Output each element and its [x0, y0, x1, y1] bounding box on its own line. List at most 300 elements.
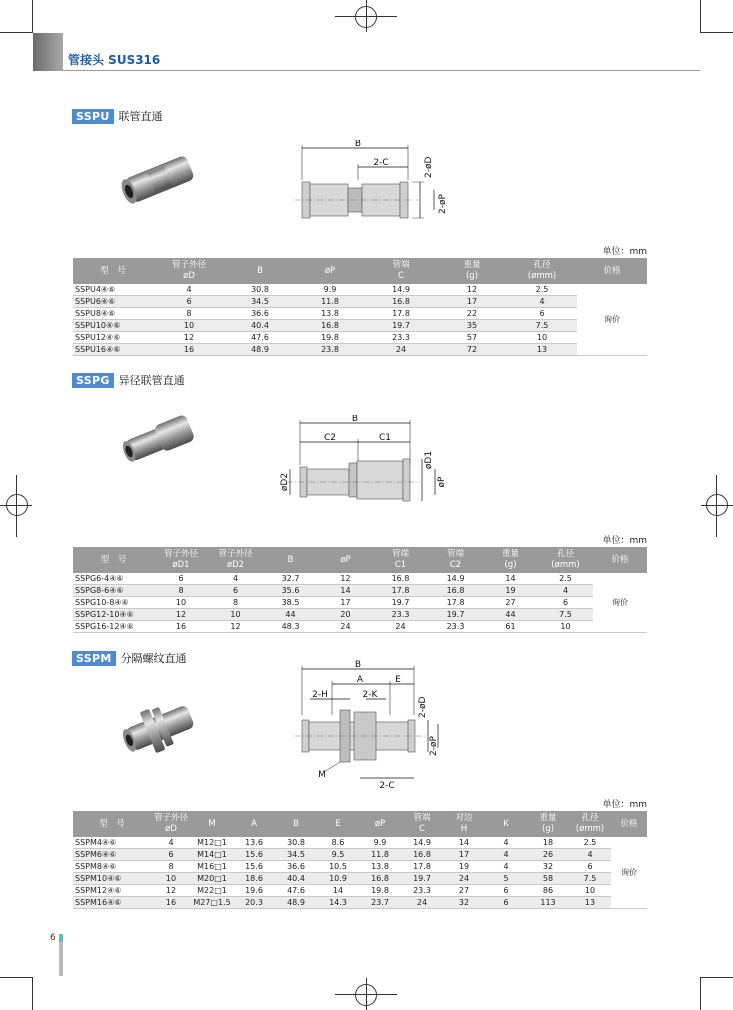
- model-cell: SSPU10④⑥: [73, 320, 153, 332]
- table-row: [73, 873, 647, 885]
- model-cell: SSPM6④⑥: [73, 849, 151, 861]
- table-row: [73, 573, 647, 585]
- value-cell: 6: [154, 573, 208, 585]
- model-cell: SSPM12④⑥: [73, 885, 151, 897]
- model-cell: SSPU16④⑥: [73, 344, 153, 356]
- column-header-label: 价格: [611, 554, 629, 565]
- column-header-sublabel: C2: [449, 560, 462, 570]
- value-cell: 11.8: [295, 296, 365, 308]
- value-cell: 4: [507, 296, 577, 308]
- value-cell: 30.8: [275, 837, 317, 849]
- price-cell: 询价: [611, 837, 647, 909]
- value-cell: M14□1: [191, 849, 233, 861]
- value-cell: 2.5: [538, 573, 593, 585]
- header-tab: [33, 33, 63, 71]
- value-cell: 13.8: [295, 308, 365, 320]
- dim-label: A: [356, 675, 364, 685]
- column-header: [153, 258, 225, 284]
- column-header: [428, 547, 483, 573]
- value-cell: 113: [527, 897, 569, 909]
- value-cell: 27: [443, 885, 485, 897]
- column-header-label: 管子外径: [163, 549, 198, 559]
- column-header-label: 管端: [446, 549, 464, 559]
- value-cell: 13.6: [233, 837, 275, 849]
- column-header: [73, 258, 153, 284]
- value-cell: 19.7: [365, 320, 437, 332]
- value-cell: 40.4: [275, 873, 317, 885]
- value-cell: 7.5: [538, 609, 593, 621]
- column-header-label: 价格: [620, 818, 638, 829]
- dim-label: 2-C: [379, 781, 395, 790]
- value-cell: 23.3: [365, 332, 437, 344]
- dim-label: B: [354, 140, 362, 149]
- value-cell: 16: [154, 621, 208, 633]
- value-cell: 36.6: [275, 861, 317, 873]
- dim-label: 2-øD: [418, 696, 428, 718]
- column-header: [233, 811, 275, 837]
- value-cell: 14.3: [317, 897, 359, 909]
- column-header: [151, 811, 191, 837]
- column-header-sublabel: (ømm): [527, 271, 557, 281]
- value-cell: 17.8: [365, 308, 437, 320]
- value-cell: 17.8: [401, 861, 443, 873]
- value-cell: 24: [401, 897, 443, 909]
- crop-mark: [700, 977, 701, 1010]
- value-cell: 20: [318, 609, 373, 621]
- value-cell: 6: [538, 597, 593, 609]
- sspm-dimension-drawing: [290, 660, 450, 790]
- value-cell: 58: [527, 873, 569, 885]
- value-cell: 6: [569, 861, 611, 873]
- value-cell: 4: [485, 837, 527, 849]
- registration-circle: [6, 494, 28, 516]
- column-header: [154, 547, 208, 573]
- unit-label: 单位：mm: [602, 536, 647, 546]
- column-header-label: 重量: [463, 260, 481, 270]
- column-header: [577, 258, 647, 284]
- dim-label: 2-H: [312, 690, 328, 700]
- dim-label: C2: [323, 433, 337, 443]
- value-cell: 16.8: [428, 585, 483, 597]
- sspu-spec-table: [73, 258, 647, 356]
- value-cell: 16.8: [295, 320, 365, 332]
- value-cell: 7.5: [507, 320, 577, 332]
- column-header-label: M: [208, 818, 216, 829]
- column-header-label: 孔径: [581, 813, 599, 823]
- table-row: [73, 585, 647, 597]
- value-cell: 8: [208, 597, 263, 609]
- section-heading-sspm: [72, 650, 187, 666]
- model-cell: SSPU12④⑥: [73, 332, 153, 344]
- value-cell: 48.9: [225, 344, 295, 356]
- value-cell: 17: [437, 296, 507, 308]
- value-cell: 8.6: [317, 837, 359, 849]
- column-header-label: øP: [374, 818, 386, 829]
- sspm-photo: [115, 692, 205, 764]
- value-cell: 34.5: [225, 296, 295, 308]
- value-cell: 15.6: [233, 849, 275, 861]
- dim-label: øD1: [424, 450, 434, 470]
- value-cell: 4: [569, 849, 611, 861]
- model-cell: SSPU4④⑥: [73, 284, 153, 296]
- value-cell: 61: [483, 621, 538, 633]
- value-cell: 57: [437, 332, 507, 344]
- value-cell: 12: [437, 284, 507, 296]
- value-cell: M12□1: [191, 837, 233, 849]
- column-header-label: øP: [340, 554, 351, 565]
- crop-mark: [701, 32, 733, 33]
- column-header-sublabel: (g): [541, 824, 555, 834]
- dim-label: C1: [378, 433, 392, 443]
- value-cell: 17: [318, 597, 373, 609]
- page-number: 6: [50, 933, 56, 943]
- crop-mark: [700, 0, 701, 33]
- section-code: SSPM: [72, 651, 116, 666]
- column-header-label: B: [293, 818, 299, 829]
- header-rule: [63, 70, 700, 71]
- model-cell: SSPG16-12④⑥: [73, 621, 154, 633]
- column-header: [593, 547, 647, 573]
- value-cell: 19.8: [359, 885, 401, 897]
- column-header: [538, 547, 593, 573]
- value-cell: 40.4: [225, 320, 295, 332]
- value-cell: 10: [154, 597, 208, 609]
- table-row: [73, 837, 647, 849]
- model-cell: SSPG8-6④⑥: [73, 585, 154, 597]
- value-cell: 14.9: [365, 284, 437, 296]
- value-cell: 19.6: [233, 885, 275, 897]
- value-cell: 23.8: [295, 344, 365, 356]
- value-cell: 24: [318, 621, 373, 633]
- model-cell: SSPM16④⑥: [73, 897, 151, 909]
- value-cell: 8: [154, 585, 208, 597]
- crop-mark: [32, 977, 33, 1010]
- value-cell: 12: [208, 621, 263, 633]
- value-cell: 10: [507, 332, 577, 344]
- column-header: [208, 547, 263, 573]
- column-header: [401, 811, 443, 837]
- value-cell: M16□1: [191, 861, 233, 873]
- value-cell: 6: [485, 897, 527, 909]
- column-header: [73, 811, 151, 837]
- column-header-label: 重量: [539, 813, 557, 823]
- value-cell: 35: [437, 320, 507, 332]
- table-row: [73, 849, 647, 861]
- crop-mark: [0, 32, 32, 33]
- dim-label: E: [395, 675, 401, 685]
- value-cell: 4: [485, 849, 527, 861]
- value-cell: 19.7: [373, 597, 428, 609]
- column-header: [443, 811, 485, 837]
- value-cell: 4: [485, 861, 527, 873]
- column-header: [437, 258, 507, 284]
- sspg-dimension-drawing: [275, 415, 455, 515]
- sspg-spec-table: [73, 547, 647, 633]
- value-cell: 14.9: [401, 837, 443, 849]
- dim-label: B: [354, 660, 362, 670]
- section-code: SSPG: [72, 373, 114, 388]
- value-cell: 35.6: [263, 585, 318, 597]
- unit-label: 单位：mm: [602, 247, 647, 257]
- column-header: [318, 547, 373, 573]
- value-cell: 16.8: [365, 296, 437, 308]
- value-cell: 10.9: [317, 873, 359, 885]
- value-cell: 14.9: [428, 573, 483, 585]
- dim-label: 2-øP: [438, 194, 448, 214]
- value-cell: M20□1: [191, 873, 233, 885]
- column-header: [275, 811, 317, 837]
- column-header: [317, 811, 359, 837]
- column-header-sublabel: (ømm): [575, 824, 605, 834]
- column-header-label: 孔径: [533, 260, 551, 270]
- value-cell: 13: [507, 344, 577, 356]
- table-row: [73, 897, 647, 909]
- dim-label: 2-øP: [429, 736, 439, 756]
- registration-circle: [355, 6, 377, 28]
- column-header: [527, 811, 569, 837]
- column-header: [263, 547, 318, 573]
- value-cell: 14: [317, 885, 359, 897]
- value-cell: 32: [527, 861, 569, 873]
- value-cell: 19.7: [428, 609, 483, 621]
- column-header-label: 管端: [391, 549, 409, 559]
- registration-circle: [355, 984, 377, 1006]
- column-header: [569, 811, 611, 837]
- column-header-sublabel: H: [460, 824, 468, 834]
- value-cell: M27□1.5: [191, 897, 233, 909]
- value-cell: 10: [153, 320, 225, 332]
- value-cell: 47.6: [225, 332, 295, 344]
- value-cell: 6: [507, 308, 577, 320]
- column-header-label: 管子外径: [153, 813, 188, 823]
- column-header-sublabel: øD: [165, 824, 177, 834]
- value-cell: 5: [485, 873, 527, 885]
- value-cell: 7.5: [569, 873, 611, 885]
- value-cell: 24: [365, 344, 437, 356]
- section-heading-sspg: [72, 372, 185, 388]
- model-cell: SSPG10-8④⑥: [73, 597, 154, 609]
- column-header-label: 型 号: [100, 265, 126, 276]
- column-header-label: E: [335, 818, 341, 829]
- column-header-sublabel: øD2: [226, 560, 245, 570]
- value-cell: 4: [208, 573, 263, 585]
- value-cell: 19: [483, 585, 538, 597]
- table-row: [73, 861, 647, 873]
- value-cell: 6: [151, 849, 191, 861]
- value-cell: 6: [153, 296, 225, 308]
- column-header-sublabel: C1: [394, 560, 407, 570]
- value-cell: 9.9: [295, 284, 365, 296]
- column-header-sublabel: (ømm): [551, 560, 580, 570]
- column-header-label: øP: [324, 265, 336, 276]
- model-cell: SSPG12-10④⑥: [73, 609, 154, 621]
- value-cell: 23.3: [428, 621, 483, 633]
- unit-label: 单位：mm: [602, 800, 647, 810]
- column-header-sublabel: C: [419, 824, 425, 834]
- sspu-dimension-drawing: [290, 140, 450, 240]
- column-header-label: 管子外径: [218, 549, 253, 559]
- column-header: [485, 811, 527, 837]
- dim-label: 2-øD: [424, 156, 434, 178]
- sspg-photo: [115, 410, 205, 470]
- sspu-photo: [115, 150, 205, 210]
- column-header: [365, 258, 437, 284]
- value-cell: 10: [569, 885, 611, 897]
- value-cell: 14: [443, 837, 485, 849]
- model-cell: SSPU8④⑥: [73, 308, 153, 320]
- value-cell: 86: [527, 885, 569, 897]
- value-cell: 6: [485, 885, 527, 897]
- value-cell: 34.5: [275, 849, 317, 861]
- value-cell: 17: [443, 849, 485, 861]
- value-cell: 8: [153, 308, 225, 320]
- column-header-sublabel: (g): [465, 271, 479, 281]
- value-cell: 2.5: [507, 284, 577, 296]
- value-cell: 13: [569, 897, 611, 909]
- column-header: [507, 258, 577, 284]
- value-cell: 16: [151, 897, 191, 909]
- value-cell: 10: [151, 873, 191, 885]
- value-cell: 9.9: [359, 837, 401, 849]
- value-cell: 10.5: [317, 861, 359, 873]
- value-cell: 32.7: [263, 573, 318, 585]
- value-cell: 16.8: [401, 849, 443, 861]
- column-header: [483, 547, 538, 573]
- column-header-sublabel: øD: [183, 271, 195, 281]
- section-name: 分隔螺纹直通: [120, 652, 187, 665]
- table-row: [73, 320, 647, 332]
- section-heading-sspu: [72, 108, 163, 124]
- value-cell: 19.8: [295, 332, 365, 344]
- value-cell: 38.5: [263, 597, 318, 609]
- price-cell: 询价: [577, 284, 647, 356]
- value-cell: 30.8: [225, 284, 295, 296]
- value-cell: 4: [153, 284, 225, 296]
- value-cell: 12: [151, 885, 191, 897]
- value-cell: 24: [443, 873, 485, 885]
- value-cell: 72: [437, 344, 507, 356]
- column-header-label: B: [287, 554, 294, 565]
- value-cell: 20.3: [233, 897, 275, 909]
- column-header: [225, 258, 295, 284]
- registration-circle: [706, 494, 728, 516]
- value-cell: 15.6: [233, 861, 275, 873]
- value-cell: 6: [208, 585, 263, 597]
- column-header: [295, 258, 365, 284]
- value-cell: 4: [151, 837, 191, 849]
- value-cell: 10: [538, 621, 593, 633]
- column-header-label: 型 号: [99, 818, 125, 829]
- model-cell: SSPU6④⑥: [73, 296, 153, 308]
- dim-label: 2-K: [362, 690, 378, 700]
- value-cell: 23.7: [359, 897, 401, 909]
- value-cell: 9.5: [317, 849, 359, 861]
- crop-mark: [0, 977, 32, 978]
- value-cell: 26: [527, 849, 569, 861]
- crop-mark: [32, 0, 33, 33]
- column-header: [191, 811, 233, 837]
- table-row: [73, 296, 647, 308]
- model-cell: SSPM4④⑥: [73, 837, 151, 849]
- dim-label: øP: [437, 476, 447, 488]
- value-cell: 48.9: [275, 897, 317, 909]
- page-title: 管接头 SUS316: [68, 53, 161, 67]
- dim-label: M: [318, 770, 326, 780]
- value-cell: 16: [153, 344, 225, 356]
- column-header-label: 管端: [392, 260, 410, 270]
- column-header-sublabel: øD1: [172, 560, 190, 570]
- dim-label: 2-C: [373, 158, 389, 168]
- table-row: [73, 885, 647, 897]
- footer-bar: [59, 934, 63, 976]
- value-cell: 16.8: [373, 573, 428, 585]
- value-cell: 24: [373, 621, 428, 633]
- value-cell: 16.8: [359, 873, 401, 885]
- value-cell: 23.3: [373, 609, 428, 621]
- table-row: [73, 609, 647, 621]
- value-cell: 32: [443, 897, 485, 909]
- column-header-label: 孔径: [556, 549, 574, 559]
- column-header-label: 管子外径: [171, 260, 206, 270]
- column-header-label: K: [503, 818, 509, 829]
- value-cell: 14: [318, 585, 373, 597]
- value-cell: 23.3: [401, 885, 443, 897]
- section-code: SSPU: [72, 109, 114, 124]
- column-header-label: 管端: [413, 813, 431, 823]
- value-cell: 47.6: [275, 885, 317, 897]
- value-cell: 12: [153, 332, 225, 344]
- value-cell: 10: [208, 609, 263, 621]
- crop-mark: [701, 977, 733, 978]
- section-name: 异径联管直通: [118, 374, 185, 387]
- dim-label: øD2: [280, 472, 290, 492]
- value-cell: 36.6: [225, 308, 295, 320]
- value-cell: 44: [483, 609, 538, 621]
- column-header-label: 型 号: [100, 554, 127, 565]
- column-header-sublabel: (g): [504, 560, 517, 570]
- column-header: [73, 547, 154, 573]
- value-cell: 12: [154, 609, 208, 621]
- value-cell: 19.7: [401, 873, 443, 885]
- sspm-spec-table: [73, 811, 647, 909]
- value-cell: 8: [151, 861, 191, 873]
- column-header: [359, 811, 401, 837]
- value-cell: 12: [318, 573, 373, 585]
- value-cell: 18.6: [233, 873, 275, 885]
- value-cell: 11.8: [359, 849, 401, 861]
- model-cell: SSPM10④⑥: [73, 873, 151, 885]
- column-header-label: B: [257, 265, 263, 276]
- value-cell: 2.5: [569, 837, 611, 849]
- table-row: [73, 344, 647, 356]
- column-header-label: A: [251, 818, 257, 829]
- price-cell: 询价: [593, 573, 647, 633]
- table-row: [73, 597, 647, 609]
- column-header: [373, 547, 428, 573]
- model-cell: SSPM8④⑥: [73, 861, 151, 873]
- column-header-label: 对边: [455, 813, 473, 823]
- table-row: [73, 284, 647, 296]
- table-row: [73, 308, 647, 320]
- column-header: [611, 811, 647, 837]
- value-cell: 22: [437, 308, 507, 320]
- value-cell: 4: [538, 585, 593, 597]
- column-header-label: 重量: [501, 549, 519, 559]
- value-cell: 17.8: [373, 585, 428, 597]
- value-cell: 48.3: [263, 621, 318, 633]
- dim-label: B: [351, 415, 359, 424]
- model-cell: SSPG6-4④⑥: [73, 573, 154, 585]
